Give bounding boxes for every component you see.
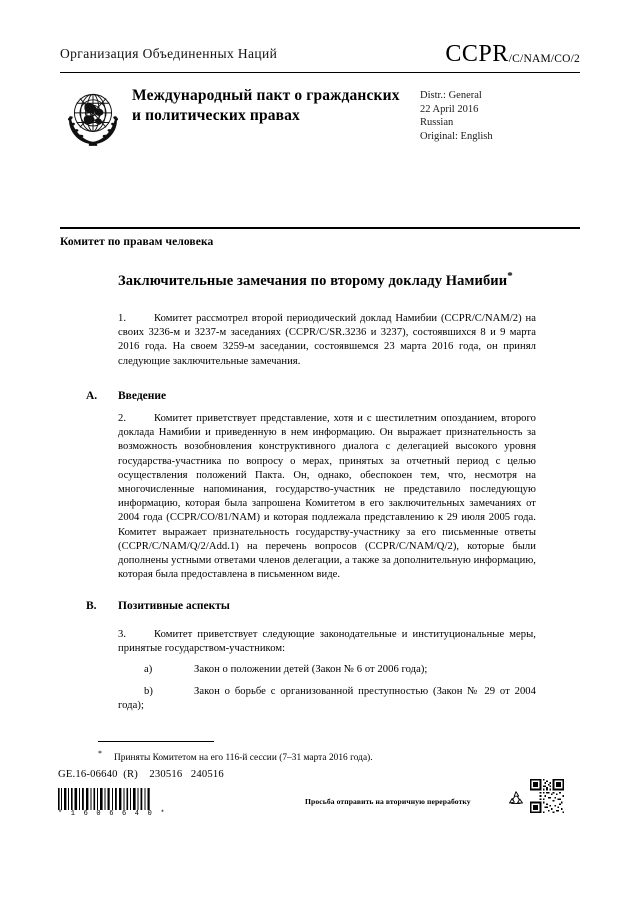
document-symbol-suffix: /C/NAM/CO/2 (508, 53, 580, 65)
qr-code (530, 779, 564, 813)
page-title-text: Заключительные замечания по второму докладу Намибии (118, 272, 508, 289)
job-number: GE.16-06640 (R) 230516 240516 (58, 769, 224, 780)
section-b-letter: B. (86, 600, 97, 612)
section-a-letter: A. (86, 390, 98, 402)
footnote-marker: * (98, 749, 103, 758)
list-item-a-text: Закон о положении детей (Закон № 6 от 2006 года); (194, 664, 428, 675)
distribution-type: Distr.: General (420, 90, 482, 101)
footnote-text: Приняты Комитетом на его 116-й сессии (7–31 марта 2016 года). (114, 753, 373, 764)
list-item-b-label: b) (144, 686, 153, 697)
covenant-title: Международный пакт о гражданских и политических правах (132, 87, 400, 124)
paragraph-2-text: Комитет приветствует представление, хотя и с шестилетним опозданием, второго доклада Намибии и приведенную в нем информацию. Он выражает признательность за возможность возобновления конструктивного диалога с делегацией высокого уровня государства-участника по вопросу о мерах, принятых за отчетный период с целью осуществления положений Пакта. Он, однако, обеспокоен тем, что, несмотря на многочисленные напоминания, государство-участник не представило последующую информацию, которая была запрошена Комитетом в его заключительных замечаниях от 2004 года (CCPR/CO/81/NAM) и которая подлежала представлению к 29 июля 2005 года. Комитет выражает признательность государству-участнику за его письменные ответы (CCPR/C/NAM/Q/2/Add.1) на перечень вопросов (CCPR/C/NAM/Q/2), которые были дополнены устными ответами членов делегации, а также за дополнительную информацию, которая была предоставлена в письменном виде. (118, 413, 536, 581)
committee-name: Комитет по правам человека (60, 236, 214, 248)
paragraph-3-number: 3. (118, 629, 127, 640)
list-item (118, 663, 536, 677)
masthead-bottom-rule (60, 227, 580, 229)
paragraph-1-number: 1. (118, 313, 127, 324)
un-emblem (58, 84, 128, 150)
document-symbol-main: CCPR (445, 41, 509, 67)
paragraph-1-text: Комитет рассмотрел второй периодический доклад Намибии (CCPR/C/NAM/2) на своих 3236-м и 3237-м заседаниях (CCPR/C/SR.3236 и 3237), состоявшихся 8 и 9 марта 2016 года. На своем 3259-м заседании, состоявшемся 23 марта 2016 года, он принял следующие заключительные замечания. (118, 313, 536, 367)
paragraph-2 (118, 412, 536, 582)
distribution-original: Original: English (420, 130, 493, 142)
document-symbol (445, 41, 580, 68)
barcode (58, 788, 152, 810)
distribution-date: 22 April 2016 (420, 103, 479, 115)
masthead (60, 41, 580, 67)
distribution-block (420, 89, 493, 143)
list-item-b-text: Закон о борьбе с организованной преступностью (Закон № 29 от 2004 года); (118, 686, 536, 712)
organization-name: Организация Объединенных Наций (60, 46, 278, 61)
paragraph-3-text: Комитет приветствует следующие законодательные и институциональные меры, принятые государством-участником: (118, 629, 536, 655)
paragraph-1 (118, 312, 536, 369)
footnote (98, 748, 538, 764)
list-item-a-label: a) (144, 664, 153, 675)
section-heading-b (86, 600, 546, 612)
footnote-separator (98, 741, 214, 742)
section-a-title: Введение (118, 390, 167, 402)
section-heading-a (86, 390, 546, 402)
paragraph-3 (118, 628, 536, 656)
barcode-label: * 1 6 0 6 6 4 0 * (58, 810, 167, 818)
masthead-top-rule (60, 72, 580, 73)
list-item (118, 685, 536, 713)
distribution-language: Russian (420, 117, 454, 129)
recycle-icon (505, 789, 527, 809)
paragraph-2-number: 2. (118, 413, 127, 424)
section-b-title: Позитивные аспекты (118, 600, 230, 612)
organization-row (60, 41, 580, 67)
recycle-notice: Просьба отправить на вторичную переработку (305, 797, 471, 806)
title-footnote-marker: * (507, 270, 513, 282)
page-title (118, 267, 538, 291)
